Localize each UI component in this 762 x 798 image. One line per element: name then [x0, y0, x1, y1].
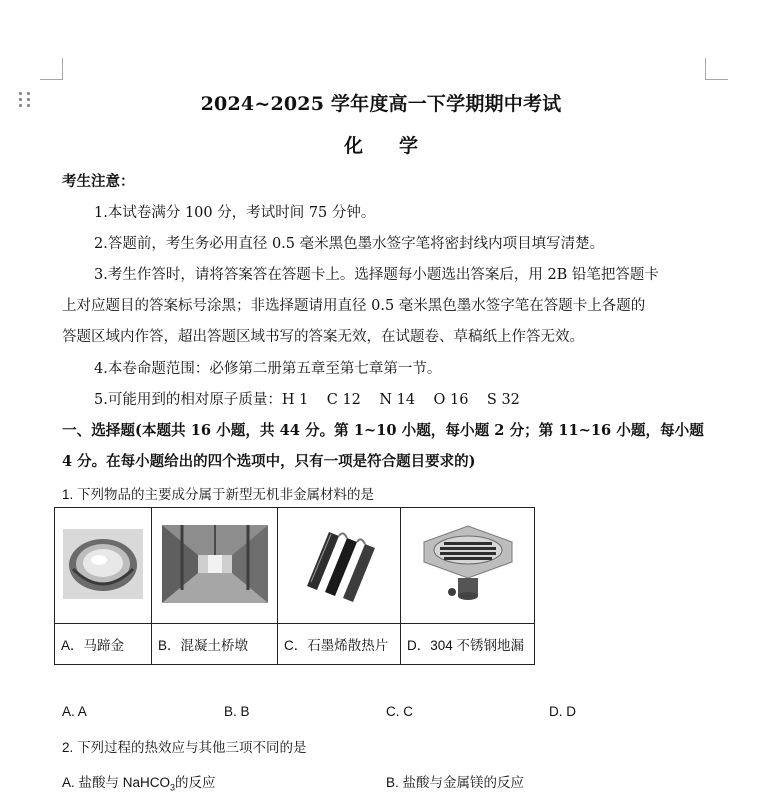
question-2-option-a[interactable]	[62, 771, 216, 793]
section-heading-line-1: 一、选择题(本题共 16 小题，共 44 分。第 1~10 小题，每小题 2 分；第 11~16 小题，每小题	[62, 422, 704, 439]
question-1-choice-b[interactable]: B. B	[224, 704, 250, 719]
page-corner-mark-right	[705, 58, 706, 80]
notice-item-1: 1.本试卷满分 100 分，考试时间 75 分钟。	[94, 205, 376, 221]
caption-b: B．混凝土桥墩	[152, 624, 278, 665]
exam-subject	[0, 131, 762, 158]
question-2-option-b[interactable]: B. 盐酸与金属镁的反应	[386, 775, 525, 790]
image-cell-a	[55, 508, 152, 624]
notice-item-3-line-3: 答题区域内作答，超出答题区域书写的答案无效，在试题卷、草稿纸上作答无效。	[62, 329, 584, 345]
notice-item-3-line-1: 3.考生作答时，请将答案答在答题卡上。选择题每小题选出答案后，用 2B 铅笔把答题卡	[94, 267, 659, 283]
stainless-floor-drain-image	[418, 522, 518, 606]
subject-char: 化	[343, 135, 363, 157]
image-cell-b	[152, 508, 278, 624]
horseshoe-gold-image	[63, 529, 143, 599]
question-1-choice-c[interactable]: C. C	[386, 704, 413, 719]
section-heading-line-2: 4 分。在每小题给出的四个选项中，只有一项是符合题目要求的)	[62, 453, 476, 470]
option-a-text-suffix: 的反应	[175, 775, 216, 790]
page-corner-mark-left	[40, 79, 63, 80]
page-corner-mark-left	[62, 58, 63, 80]
question-2-stem: 2. 下列过程的热效应与其他三项不同的是	[62, 740, 307, 755]
graphene-heat-sheet-image	[299, 524, 379, 604]
caption-d: D．304 不锈钢地漏	[401, 624, 535, 665]
notice-item-3-line-2: 上对应题目的答案标号涂黑；非选择题请用直径 0.5 毫米黑色墨水签字笔在答题卡上各题的	[62, 298, 646, 314]
exam-title: 2024~2025 学年度高一下学期期中考试	[200, 93, 562, 115]
caption-c: C．石墨烯散热片	[278, 624, 401, 665]
notice-item-4: 4.本卷命题范围：必修第二册第五章至第七章第一节。	[94, 361, 442, 377]
question-1-choice-a[interactable]: A. A	[62, 704, 87, 719]
notice-item-2: 2.答题前，考生务必用直径 0.5 毫米黑色墨水签字笔将密封线内项目填写清楚。	[94, 236, 605, 252]
question-1-image-table	[54, 507, 535, 665]
image-cell-c	[278, 508, 401, 624]
option-a-subscript: 3	[170, 782, 176, 793]
page-corner-mark-right	[705, 79, 728, 80]
notice-heading: 考生注意：	[62, 173, 135, 190]
question-1-choice-d[interactable]: D. D	[549, 704, 576, 719]
option-a-text: A. 盐酸与 NaHCO	[62, 775, 171, 790]
image-cell-d	[401, 508, 535, 624]
concrete-bridge-pier-image	[162, 525, 268, 603]
caption-a: A．马蹄金	[55, 624, 152, 665]
notice-item-5: 5.可能用到的相对原子质量：H 1 C 12 N 14 O 16 S 32	[94, 392, 520, 408]
question-1-stem: 1. 下列物品的主要成分属于新型无机非金属材料的是	[62, 487, 375, 502]
subject-char: 学	[399, 135, 419, 157]
